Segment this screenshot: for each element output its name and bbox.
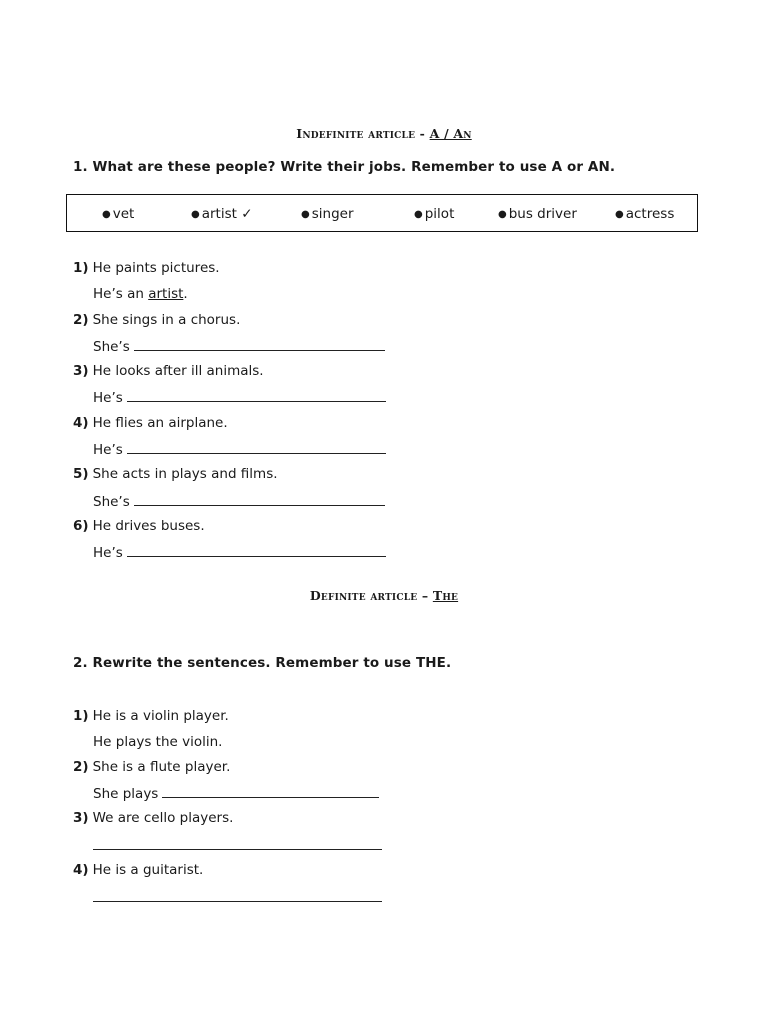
question-text: She acts in plays and films. <box>92 466 278 482</box>
answer-3 <box>93 388 386 407</box>
bullet-icon: ● <box>102 209 111 220</box>
answer-prefix: He’s <box>93 442 123 458</box>
word-bank-label: actress <box>625 206 675 222</box>
bullet-icon: ● <box>191 209 200 220</box>
question-number: 2) <box>73 759 89 775</box>
bullet-icon: ● <box>498 209 507 220</box>
answer-blank-line[interactable] <box>93 888 382 902</box>
answer-blank-line[interactable] <box>134 492 385 506</box>
rewrite-question-3 <box>73 809 233 827</box>
bullet-icon: ● <box>301 209 310 220</box>
answer-filled: artist <box>148 286 184 302</box>
word-bank-item <box>615 206 674 222</box>
answer-4 <box>93 440 386 459</box>
answer-6 <box>93 543 386 562</box>
word-bank-label: pilot <box>424 206 455 222</box>
bullet-icon: ● <box>615 209 624 220</box>
rewrite-answer-4 <box>93 888 382 907</box>
word-bank-label: singer <box>311 206 354 222</box>
answer-prefix: She’s <box>93 494 130 510</box>
question-number: 3) <box>73 363 89 379</box>
word-bank-item <box>498 206 577 222</box>
answer-suffix: . <box>183 286 188 302</box>
question-text: He is a guitarist. <box>92 862 204 878</box>
bullet-icon: ● <box>414 209 423 220</box>
word-bank-item <box>301 206 354 222</box>
answer-prefix: He’s <box>93 390 123 406</box>
answer-blank-line[interactable] <box>127 440 386 454</box>
question-text: She sings in a chorus. <box>92 312 241 328</box>
question-3 <box>73 362 264 380</box>
section1-instruction: 1. What are these people? Write their jobs. Remember to use A or AN. <box>73 159 616 175</box>
answer-5 <box>93 492 385 511</box>
question-number: 5) <box>73 466 89 482</box>
answer-2 <box>93 337 385 356</box>
word-bank-label: vet <box>112 206 135 222</box>
rewrite-question-4 <box>73 861 203 879</box>
question-number: 6) <box>73 518 89 534</box>
question-text: We are cello players. <box>92 810 234 826</box>
question-number: 1) <box>73 260 89 276</box>
answer-prefix: He’s <box>93 545 123 561</box>
word-bank-item <box>191 206 253 222</box>
question-text: He looks after ill animals. <box>92 363 264 379</box>
section1-title-prefix: Indefinite article - <box>296 126 430 141</box>
section2-title <box>0 588 768 603</box>
question-4 <box>73 414 228 432</box>
question-text: He drives buses. <box>92 518 205 534</box>
rewrite-question-2 <box>73 758 230 776</box>
word-bank-box <box>66 194 698 232</box>
answer-prefix: He’s an <box>93 286 149 302</box>
section2-instruction: 2. Rewrite the sentences. Remember to use THE. <box>73 655 452 671</box>
section2-title-underlined: The <box>432 588 459 603</box>
question-number: 1) <box>73 708 89 724</box>
word-bank-label: bus driver <box>508 206 577 222</box>
answer-1 <box>93 285 188 303</box>
question-number: 2) <box>73 312 89 328</box>
question-5 <box>73 465 278 483</box>
question-6 <box>73 517 205 535</box>
rewrite-answer-1: He plays the violin. <box>93 734 223 750</box>
section1-title-underlined: A / An <box>429 126 472 141</box>
rewrite-answer-2 <box>93 784 379 803</box>
question-number: 4) <box>73 862 89 878</box>
answer-prefix: She’s <box>93 339 130 355</box>
answer-blank-line[interactable] <box>127 388 386 402</box>
word-bank-item <box>414 206 454 222</box>
section1-title <box>0 126 768 141</box>
question-text: He is a violin player. <box>92 708 229 724</box>
word-bank-label: artist ✓ <box>201 206 253 222</box>
answer-blank-line[interactable] <box>127 543 386 557</box>
rewrite-question-1 <box>73 707 229 725</box>
answer-prefix: She plays <box>93 786 159 802</box>
answer-blank-line[interactable] <box>162 784 379 798</box>
question-2 <box>73 311 240 329</box>
question-text: She is a flute player. <box>92 759 231 775</box>
question-number: 4) <box>73 415 89 431</box>
question-text: He flies an airplane. <box>92 415 228 431</box>
word-bank-item <box>102 206 134 222</box>
rewrite-answer-3 <box>93 836 382 855</box>
question-1 <box>73 259 220 277</box>
section2-title-prefix: Definite article – <box>309 588 433 603</box>
question-text: He paints pictures. <box>92 260 220 276</box>
question-number: 3) <box>73 810 89 826</box>
answer-blank-line[interactable] <box>93 836 382 850</box>
answer-blank-line[interactable] <box>134 337 385 351</box>
